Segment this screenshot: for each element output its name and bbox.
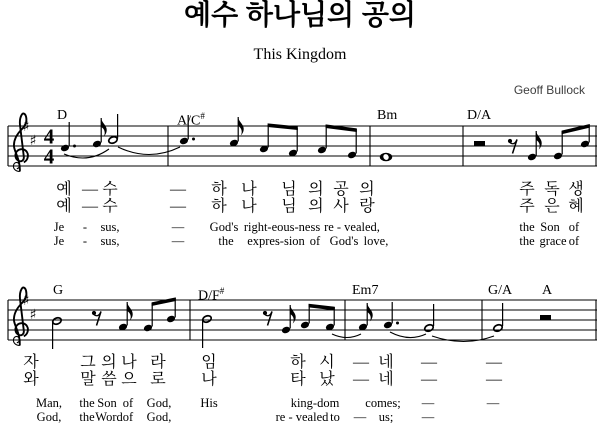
lyric-syllable: the	[79, 410, 95, 424]
lyric-syllable: 독	[544, 181, 560, 198]
lyric-syllable: Man,	[35, 396, 63, 410]
lyric-syllable: Son	[540, 220, 560, 234]
lyric-syllable: God,	[36, 410, 62, 424]
lyric-syllable: right-eous-ness	[243, 220, 321, 234]
lyric-syllable: 하	[211, 198, 227, 215]
chord-label: D	[57, 108, 68, 123]
lyric-syllable: 네	[378, 371, 394, 388]
lyric-syllable: 랑	[359, 198, 375, 215]
lyric-syllable: God's	[209, 220, 239, 234]
lyric-syllable: 시	[319, 354, 335, 371]
lyric-syllable: —	[170, 181, 186, 198]
lyric-syllable: 공	[333, 181, 349, 198]
lyric-syllable: 나	[121, 354, 137, 371]
lyric-syllable: 와	[23, 371, 39, 388]
lyric-syllable: —	[82, 198, 98, 215]
lyric-syllable: 하	[290, 354, 306, 371]
chord-label: D/F#	[198, 286, 225, 304]
lyric-syllable: the	[218, 234, 234, 248]
lyric-syllable: 그	[80, 354, 96, 371]
song-title: 예수 하나님의 공의	[184, 0, 416, 30]
chord-label: G	[53, 283, 64, 298]
lyric-syllable: 사	[333, 198, 349, 215]
lyric-syllable: of	[122, 396, 134, 410]
sharp-icon: ♯	[22, 119, 30, 135]
lyric-syllable: re - vealed,	[324, 220, 380, 234]
lyric-syllable: Je	[53, 234, 65, 248]
sharp-icon: ♯	[29, 133, 37, 149]
lyric-syllable: 나	[241, 198, 257, 215]
lyric-syllable: of	[309, 234, 321, 248]
lyric-syllable: —	[421, 354, 437, 371]
chord-sharp: #	[219, 286, 225, 296]
lyric-syllable: 주	[519, 181, 535, 198]
sharp-icon: ♯	[29, 307, 37, 323]
lyric-syllable: grace	[539, 234, 567, 248]
chord-label: D/A	[467, 108, 492, 123]
lyric-syllable: —	[353, 354, 369, 371]
lyric-syllable: 씀	[101, 371, 117, 388]
lyric-syllable: -	[82, 220, 88, 234]
chord-sharp: #	[200, 111, 205, 121]
lyric-syllable: 라	[150, 354, 166, 371]
lyric-syllable: Je	[53, 220, 65, 234]
sharp-icon: ♯	[22, 293, 30, 309]
lyric-syllable: sus,	[100, 220, 120, 234]
lyric-syllable: 말	[80, 371, 96, 388]
composer-credit: Geoff Bullock	[513, 83, 585, 97]
lyric-syllable: —	[353, 410, 367, 424]
lyric-syllable: the	[519, 234, 535, 248]
lyric-syllable: 로	[150, 371, 166, 388]
lyric-syllable: —	[421, 410, 435, 424]
lyric-syllable: God,	[146, 396, 172, 410]
lyric-syllable: expres-sion	[247, 234, 305, 248]
lyric-syllable: to	[330, 410, 340, 424]
lyric-syllable: —	[171, 234, 185, 248]
chord-label: Em7	[352, 283, 379, 298]
lyric-syllable: —	[421, 371, 437, 388]
lyric-syllable: —	[353, 371, 369, 388]
chord-label: Bm	[377, 108, 398, 123]
lyric-syllable: 수	[102, 198, 118, 215]
lyric-syllable: of	[568, 220, 580, 234]
lyric-syllable: —	[82, 181, 98, 198]
lyric-syllable: of	[568, 234, 580, 248]
chord-label: G/A	[488, 283, 513, 298]
song-subtitle: This Kingdom	[253, 46, 347, 63]
lyric-syllable: sus,	[100, 234, 120, 248]
chord-label: A	[542, 283, 553, 298]
lyric-syllable: -	[82, 234, 88, 248]
lyric-syllable: us;	[378, 410, 394, 424]
lyric-syllable: 의	[308, 198, 324, 215]
lyric-syllable: 나	[241, 181, 257, 198]
lyric-syllable: God,	[146, 410, 172, 424]
lyric-syllable: the	[519, 220, 535, 234]
svg-text:4: 4	[43, 144, 55, 169]
lyric-syllable: 혜	[568, 198, 584, 215]
lyric-syllable: the	[79, 396, 95, 410]
lyric-syllable: His	[200, 396, 218, 410]
lyric-syllable: love,	[363, 234, 389, 248]
lyric-syllable: 하	[211, 181, 227, 198]
lyric-syllable: king-dom	[290, 396, 340, 410]
lyric-syllable: 의	[101, 354, 117, 371]
lyric-syllable: 예	[56, 198, 72, 215]
lyric-syllable: 네	[378, 354, 394, 371]
lyric-syllable: —	[171, 220, 185, 234]
lyric-syllable: 으	[121, 371, 137, 388]
lyric-syllable: 났	[319, 371, 335, 388]
lyric-syllable: 주	[519, 198, 535, 215]
lyric-syllable: 예	[56, 181, 72, 198]
lyric-syllable: —	[486, 354, 502, 371]
lyric-syllable: —	[170, 198, 186, 215]
lyric-syllable: —	[421, 396, 435, 410]
svg-text:4: 4	[43, 124, 55, 149]
lyric-syllable: 님	[281, 198, 297, 215]
lyric-syllable: Son	[97, 396, 117, 410]
lyric-syllable: Word	[95, 410, 123, 424]
lyric-syllable: 은	[544, 198, 560, 215]
lyric-syllable: 나	[201, 371, 217, 388]
lyric-syllable: 자	[23, 354, 39, 371]
lyric-syllable: —	[486, 371, 502, 388]
lyric-syllable: comes;	[365, 396, 401, 410]
lyric-syllable: 의	[359, 181, 375, 198]
lyric-syllable: 생	[568, 181, 584, 198]
chord-label: A/C#	[177, 111, 205, 129]
lyric-syllable: of	[122, 410, 134, 424]
lyric-syllable: 님	[281, 181, 297, 198]
lyric-syllable: 의	[308, 181, 324, 198]
lyric-syllable: 타	[290, 371, 306, 388]
lyric-syllable: 임	[201, 354, 217, 371]
lyric-syllable: God's	[329, 234, 359, 248]
lyric-syllable: re - vealed	[275, 410, 329, 424]
lyric-syllable: 수	[102, 181, 118, 198]
lyric-syllable: —	[486, 396, 500, 410]
